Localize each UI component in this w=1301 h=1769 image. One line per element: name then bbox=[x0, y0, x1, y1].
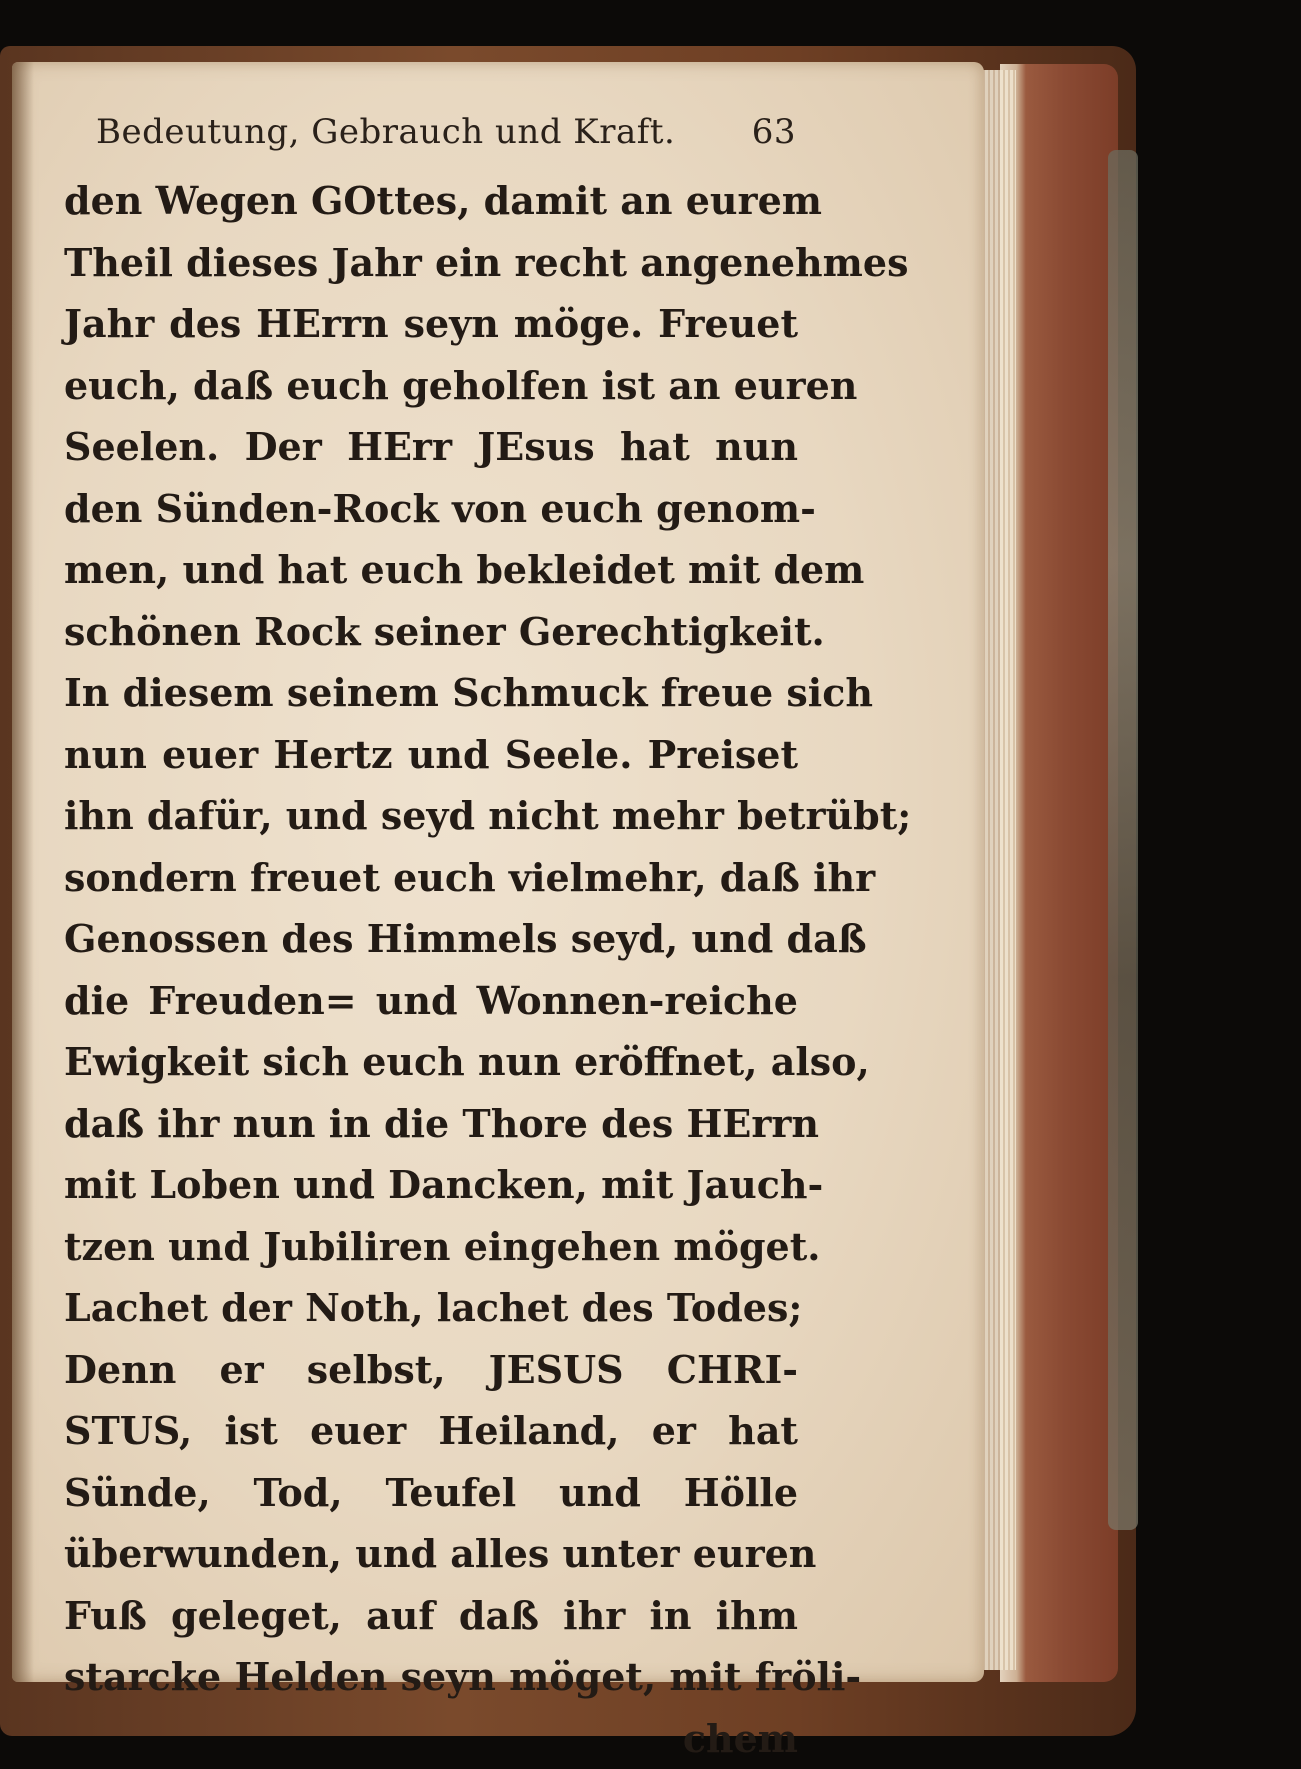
text-line: Fuß geleget, auf daß ihr in ihm bbox=[64, 1585, 798, 1647]
text-line: Ewigkeit sich euch nun eröffnet, also, bbox=[64, 1031, 798, 1093]
text-line: Sünde, Tod, Teufel und Hölle bbox=[64, 1462, 798, 1524]
text-line: den Wegen GOttes, damit an eurem bbox=[64, 170, 798, 232]
text-line: euch, daß euch geholfen ist an euren bbox=[64, 355, 798, 417]
text-line: die Freuden= und Wonnen-reiche bbox=[64, 970, 798, 1032]
text-line: STUS, ist euer Heiland, er hat bbox=[64, 1400, 798, 1462]
running-head-title: Bedeutung, Gebrauch und Kraft. bbox=[96, 112, 675, 152]
text-line: schönen Rock seiner Gerechtigkeit. bbox=[64, 601, 798, 663]
text-line: Lachet der Noth, lachet des Todes; bbox=[64, 1277, 798, 1339]
page-edge-stack bbox=[1000, 64, 1118, 1682]
text-line: men, und hat euch bekleidet mit dem bbox=[64, 539, 798, 601]
text-line: Theil dieses Jahr ein recht angenehmes bbox=[64, 232, 798, 294]
text-line: ihn dafür, und seyd nicht mehr betrübt; bbox=[64, 785, 798, 847]
text-line: Seelen. Der HErr JEsus hat nun bbox=[64, 416, 798, 478]
text-line: Jahr des HErrn seyn möge. Freuet bbox=[64, 293, 798, 355]
cover-edge-texture bbox=[1108, 150, 1138, 1530]
text-line: daß ihr nun in die Thore des HErrn bbox=[64, 1093, 798, 1155]
catchword: chem bbox=[64, 1708, 798, 1769]
page-number: 63 bbox=[752, 112, 796, 152]
text-line: Denn er selbst, JESUS CHRI- bbox=[64, 1339, 798, 1401]
text-line: Genossen des Himmels seyd, und daß bbox=[64, 908, 798, 970]
text-line: mit Loben und Dancken, mit Jauch- bbox=[64, 1154, 798, 1216]
running-head bbox=[96, 112, 796, 160]
text-line: tzen und Jubiliren eingehen möget. bbox=[64, 1216, 798, 1278]
text-line: den Sünden-Rock von euch genom- bbox=[64, 478, 798, 540]
text-line: starcke Helden seyn möget, mit fröli- bbox=[64, 1646, 798, 1708]
text-line: sondern freuet euch vielmehr, daß ihr bbox=[64, 847, 798, 909]
text-line: überwunden, und alles unter euren bbox=[64, 1523, 798, 1585]
text-line: In diesem seinem Schmuck freue sich bbox=[64, 662, 798, 724]
body-text bbox=[64, 170, 798, 1769]
text-line: nun euer Hertz und Seele. Preiset bbox=[64, 724, 798, 786]
gutter-shadow bbox=[12, 62, 34, 1682]
